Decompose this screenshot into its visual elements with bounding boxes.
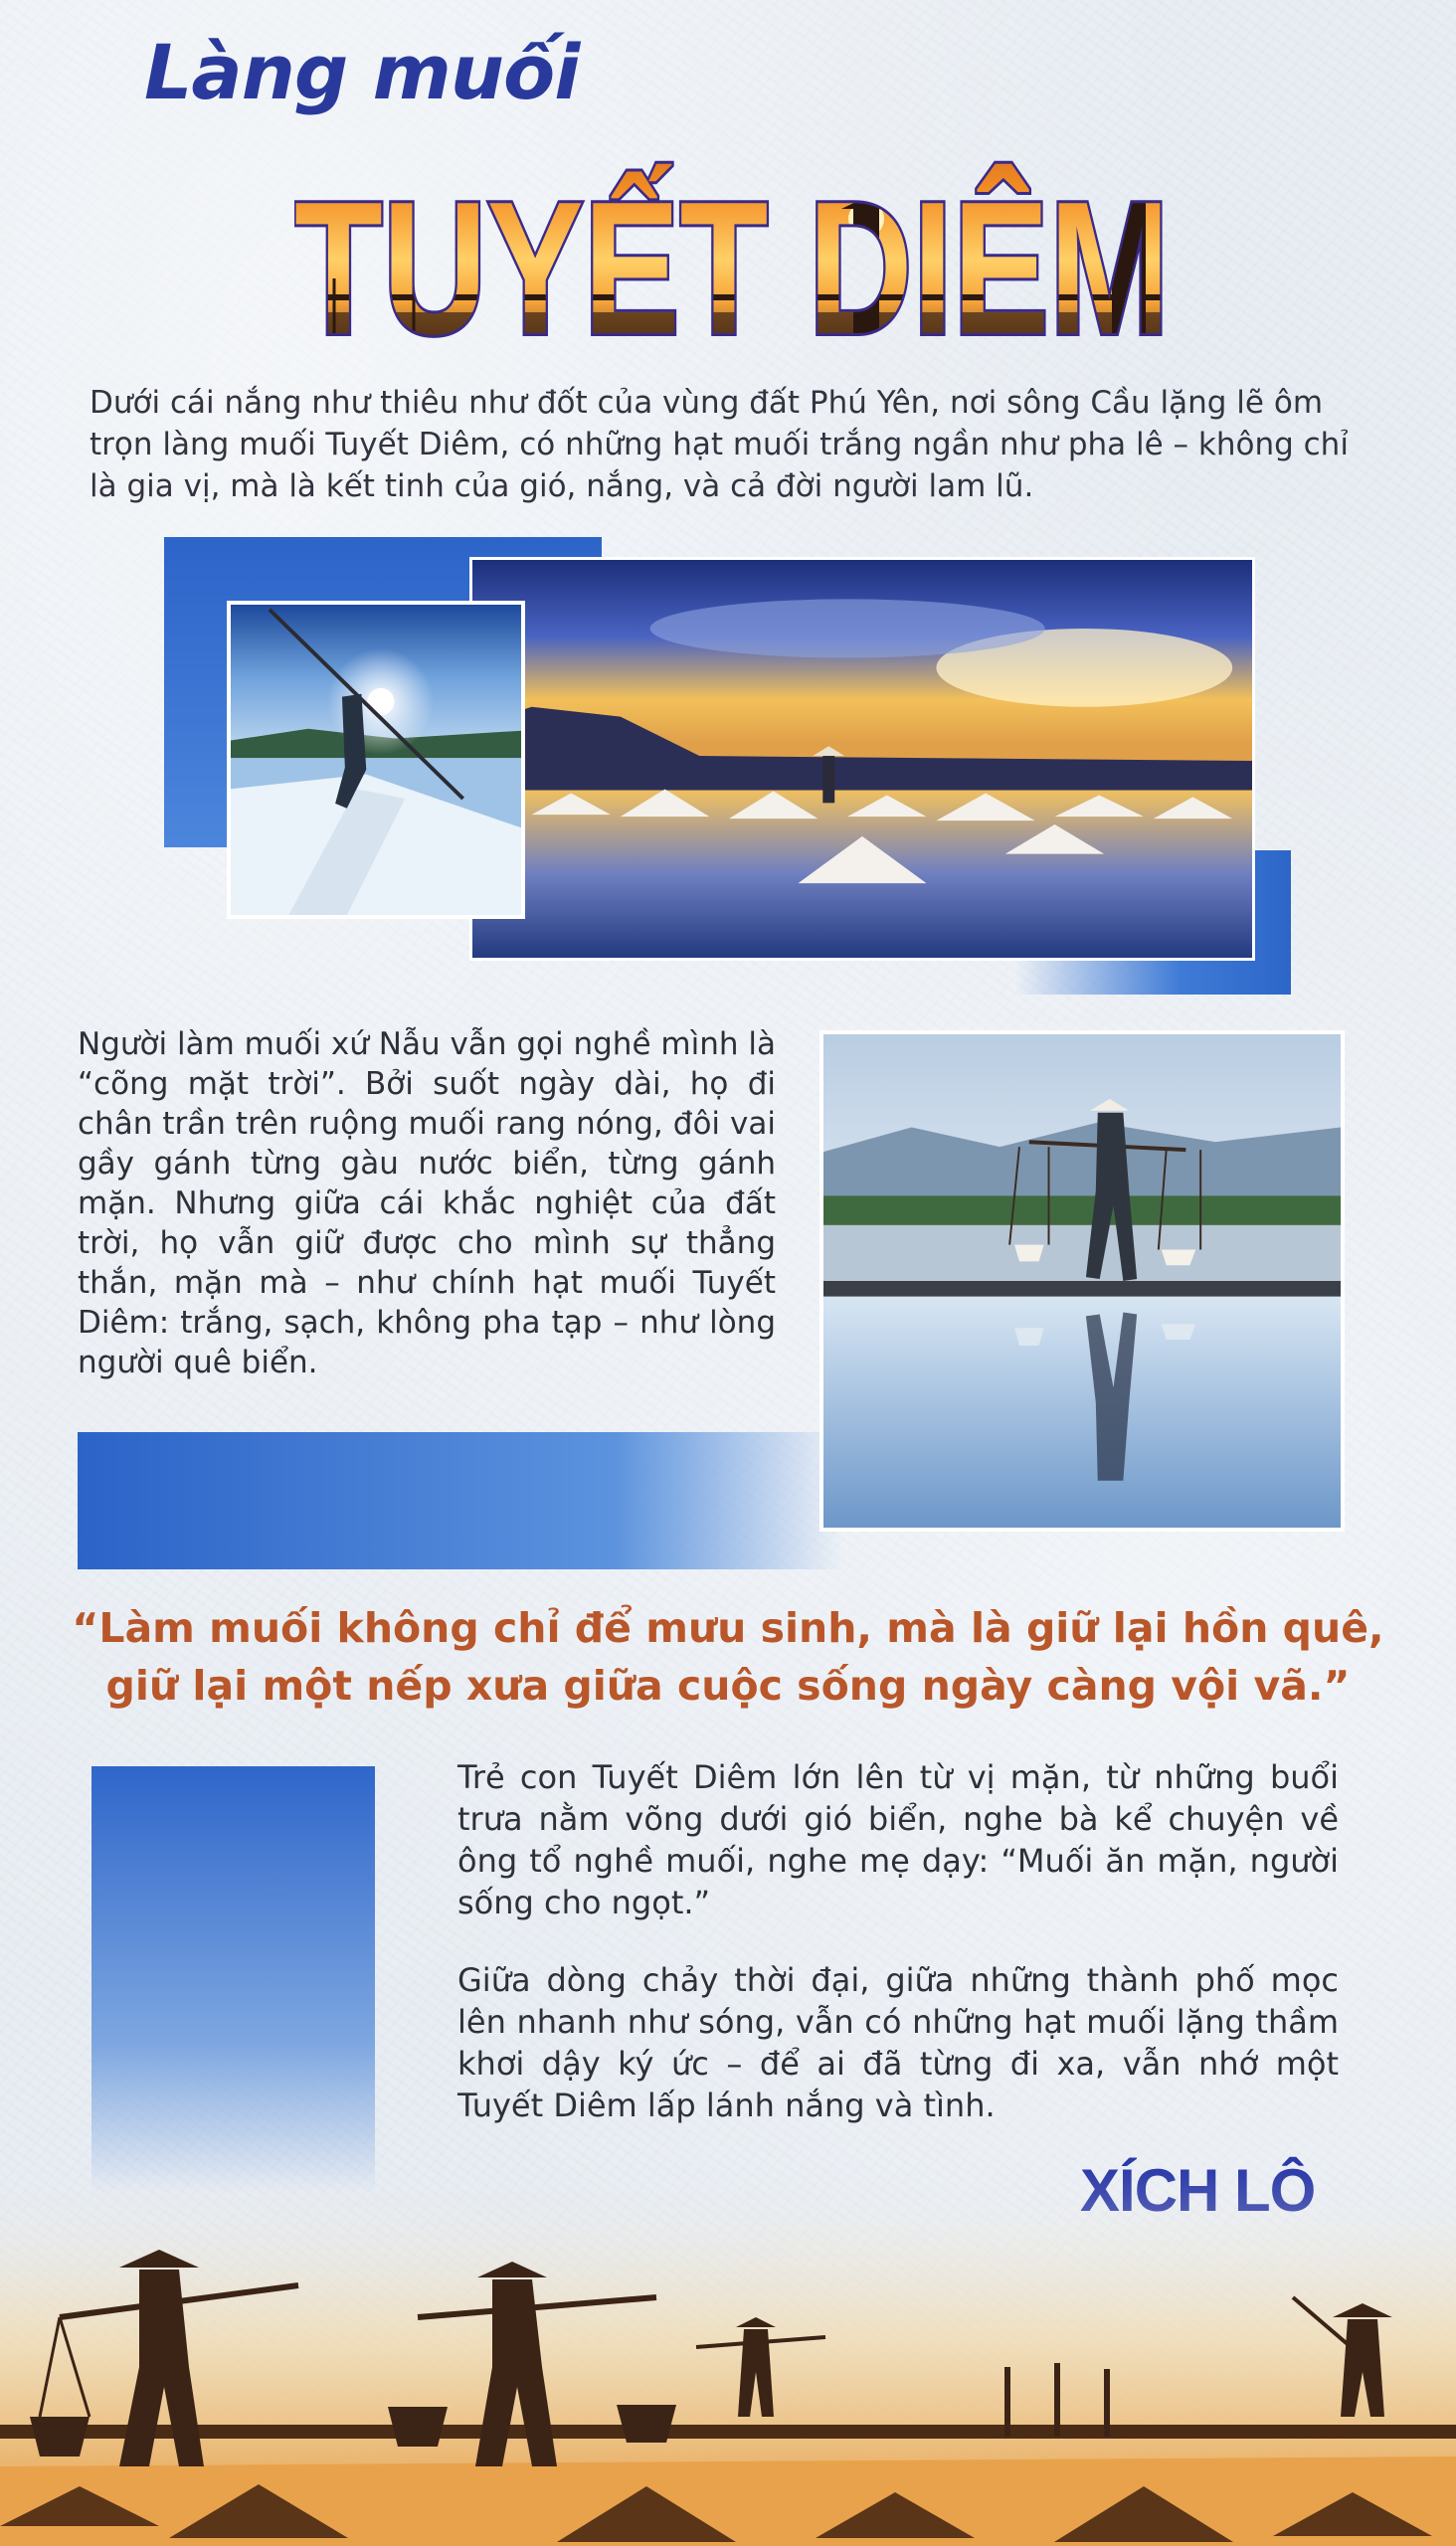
intro-paragraph	[90, 382, 1353, 507]
section3-paragraph	[457, 1756, 1339, 1923]
section4-paragraph: Giữa dòng chảy thời đại, giữa những thành phố mọc lên nhanh như sóng, vẫn có những hạt muối lặng thầm khơi dậy ký ức – để ai đã từng đi xa, vẫn nhớ một Tuyết Diêm lấp lánh nắng và tình.	[457, 1961, 1339, 2124]
section3-text-a: Trẻ con Tuyết Diêm lớn lên từ vị mặn, từ những buổi trưa nằm võng dưới gió biển, nghe bà kể chuyện về ông tổ nghề muối, nghe mẹ dạy:	[457, 1758, 1339, 1880]
salt-field-sunset-photo	[469, 557, 1255, 961]
section2-paragraph	[78, 1024, 776, 1382]
intro-text-a: Dưới cái nắng như thiêu như đốt của vùng đất Phú Yên, nơi sông Cầu lặng lẽ ôm trọn làng muối Tuyết Diêm,	[90, 385, 1324, 462]
pull-quote-line-2: giữ lại một nếp xưa giữa cuộc sống ngày càng vội vã.”	[105, 1662, 1351, 1710]
blue-block-middle	[78, 1432, 843, 1569]
pull-quote	[60, 1599, 1396, 1715]
blue-block-bottom	[91, 1766, 375, 2194]
title-kicker: Làng muối	[144, 28, 580, 116]
intro-text-b: có những hạt muối trắng ngần như pha lê – không chỉ là gia vị, mà là kết tinh của gió, nắng, và cả đời người lam lũ.	[90, 427, 1349, 504]
section2-text-a: Người làm muối xứ Nẫu vẫn gọi nghề mình là	[78, 1026, 776, 1062]
salt-workers-silhouette-scene	[0, 2168, 1456, 2546]
section2-text-c: họ vẫn giữ được cho mình sự thẳng thắn, mặn mà – như chính hạt muối Tuyết Diêm: trắng, sạch, không pha tạp – như lòng người quê biển.	[78, 1225, 777, 1380]
section2-quote-term: “cõng mặt trời”	[78, 1066, 336, 1102]
salt-raking-photo	[227, 601, 525, 919]
section3-saying: “Muối ăn mặn, người sống cho ngọt.”	[457, 1842, 1340, 1921]
page-title	[294, 99, 1189, 358]
pull-quote-line-1: “Làm muối không chỉ để mưu sinh, mà là giữ lại hồn quê,	[72, 1604, 1384, 1652]
section2-text-b: . Bởi suốt ngày dài, họ đi chân trần trên ruộng muối rang nóng, đôi vai gầy gánh từng gàu nước biển, từng gánh mặn. Nhưng giữa cái khắc nghiệt của đất trời,	[78, 1066, 776, 1261]
salt-carrier-photo	[819, 1030, 1345, 1532]
